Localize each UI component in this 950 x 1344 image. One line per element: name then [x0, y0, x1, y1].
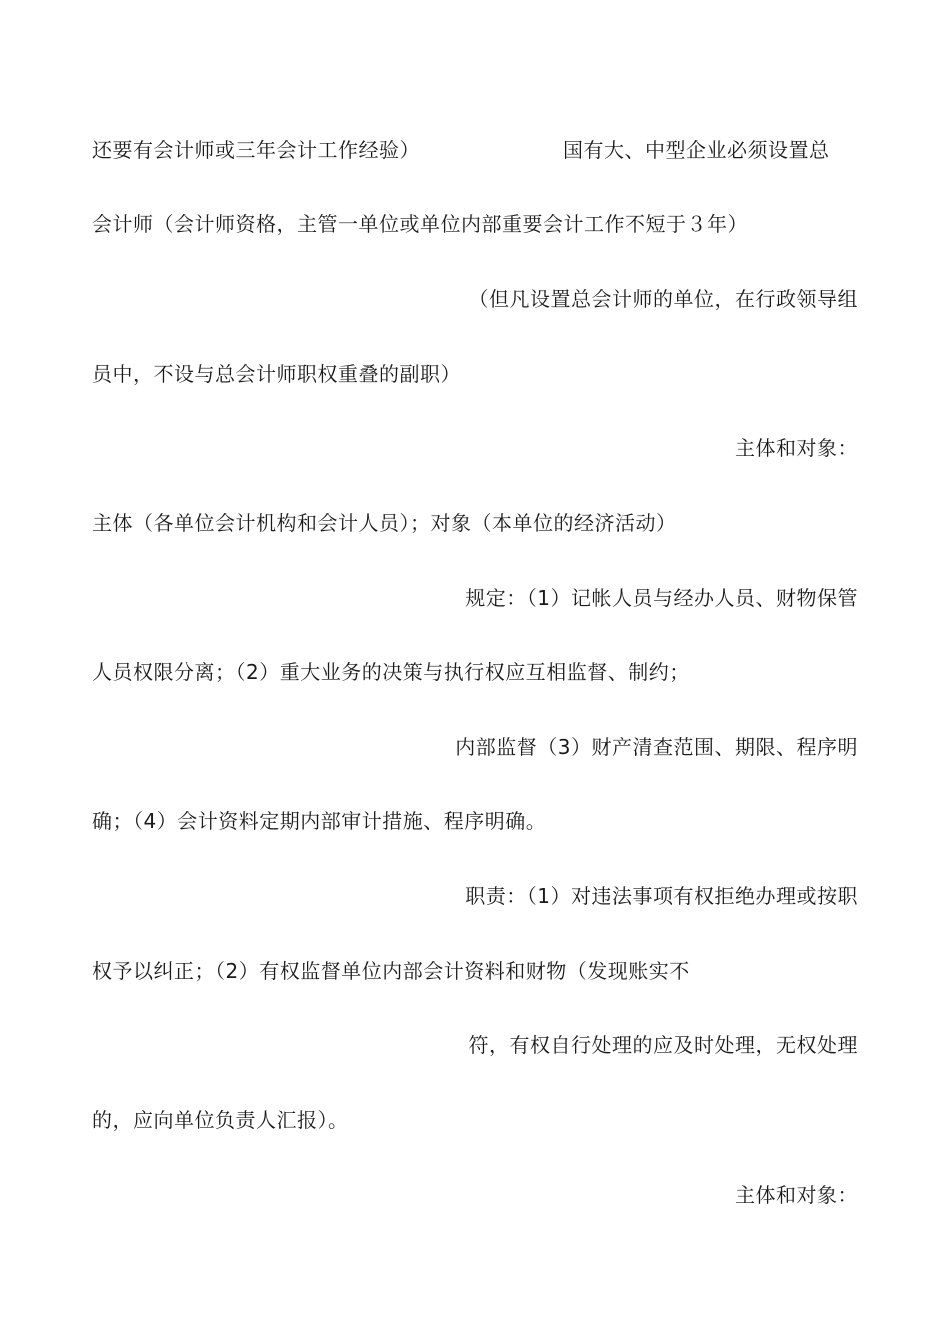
- text-line-6: 主体（各单位会计机构和会计人员）；对象（本单位的经济活动）: [92, 511, 677, 535]
- section-heading-subject-object-2: 主体和对象：: [735, 1183, 858, 1207]
- text-line-4: 员中，不设与总会计师职权重叠的副职）: [92, 362, 461, 386]
- text-line-1: [92, 136, 420, 164]
- text-line-14: 的，应向单位负责人汇报）。: [92, 1108, 349, 1132]
- text-line-3: （但凡设置总会计师的单位，在行政领导组: [468, 287, 858, 311]
- text-line-9: 内部监督（3）财产清查范围、期限、程序明: [455, 735, 858, 759]
- text-line-10: 确；（4）会计资料定期内部审计措施、程序明确。: [92, 809, 547, 833]
- text-line-1-left: 还要有会计师或三年会计工作经验）: [92, 138, 420, 162]
- section-heading-subject-object: 主体和对象：: [735, 436, 858, 460]
- text-line-8: 人员权限分离；（2）重大业务的决策与执行权应互相监督、制约；: [92, 660, 690, 684]
- text-line-2: 会计师（会计师资格，主管一单位或单位内部重要会计工作不短于３年）: [92, 212, 748, 236]
- text-line-13: 符，有权自行处理的应及时处理，无权处理: [468, 1033, 858, 1057]
- text-line-12: 权予以纠正；（2）有权监督单位内部会计资料和财物（发现账实不: [92, 959, 690, 983]
- text-line-1-right: 国有大、中型企业必须设置总: [563, 138, 830, 162]
- text-line-7: 规定：（1）记帐人员与经办人员、财物保管: [465, 586, 858, 610]
- text-line-11: 职责：（1）对违法事项有权拒绝办理或按职: [465, 884, 858, 908]
